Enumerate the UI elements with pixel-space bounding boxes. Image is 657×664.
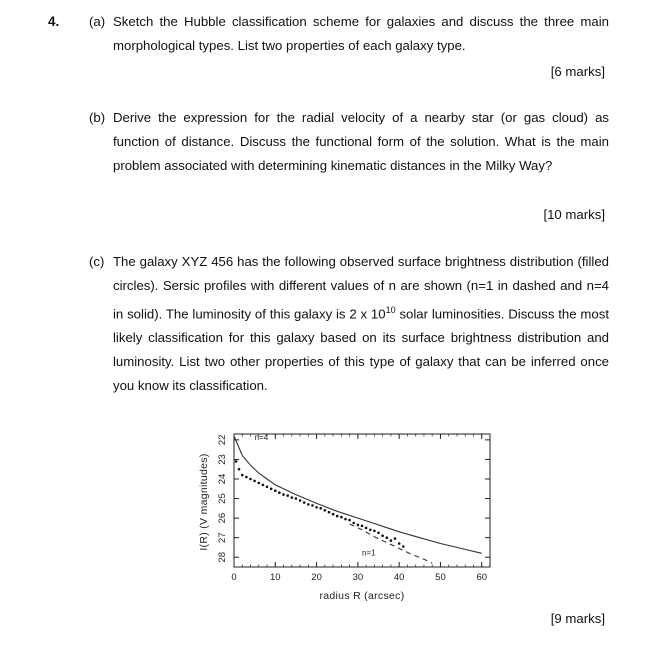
y-ticks bbox=[217, 432, 490, 563]
data-point bbox=[303, 501, 306, 504]
series-line-n-4 bbox=[234, 436, 482, 553]
data-point bbox=[332, 513, 335, 516]
y-tick-label: 23 bbox=[217, 454, 228, 465]
part-a-label: (a) bbox=[89, 14, 106, 29]
part-b-marks: [10 marks] bbox=[543, 207, 605, 222]
annotation-label: n=1 bbox=[362, 548, 376, 558]
data-point bbox=[241, 474, 244, 477]
data-point bbox=[282, 493, 285, 496]
x-tick-label: 20 bbox=[311, 572, 322, 583]
surface-brightness-chart bbox=[190, 424, 510, 609]
part-b-label: (b) bbox=[89, 110, 106, 125]
surface-brightness-figure bbox=[190, 424, 510, 609]
data-point bbox=[286, 494, 289, 497]
x-tick-label: 30 bbox=[352, 572, 364, 583]
question-number: 4. bbox=[48, 14, 60, 29]
data-point bbox=[315, 506, 318, 509]
x-tick-label: 50 bbox=[435, 572, 446, 583]
data-point bbox=[324, 509, 327, 512]
observed-points bbox=[235, 460, 405, 548]
part-c-text bbox=[113, 250, 609, 398]
part-a bbox=[89, 10, 609, 58]
data-point bbox=[307, 503, 310, 506]
data-point bbox=[361, 525, 364, 528]
data-point bbox=[344, 518, 347, 521]
x-tick-label: 60 bbox=[476, 572, 488, 583]
data-point bbox=[398, 542, 401, 545]
data-point bbox=[336, 515, 339, 518]
part-c-exponent: 10 bbox=[385, 305, 396, 315]
data-point bbox=[311, 504, 314, 507]
data-point bbox=[348, 519, 351, 522]
plot-frame bbox=[234, 434, 490, 567]
data-point bbox=[253, 480, 256, 483]
data-point bbox=[373, 530, 376, 533]
part-c-text-before: The galaxy XYZ 456 has the following observed surface brightness distribution (filled circles). Sersic profiles with different values of n are shown (n=1 in dashed and n=4 in solid). The luminosity of this galaxy is 2 x 10 bbox=[113, 254, 609, 322]
data-point bbox=[381, 534, 384, 537]
data-point bbox=[270, 488, 273, 491]
x-tick-label: 40 bbox=[393, 572, 405, 583]
model-curves bbox=[234, 436, 482, 563]
y-tick-label: 25 bbox=[217, 493, 228, 504]
data-point bbox=[340, 516, 343, 519]
data-point bbox=[369, 529, 372, 532]
x-tick-label: 0 bbox=[231, 572, 237, 583]
data-point bbox=[390, 539, 393, 542]
data-point bbox=[295, 497, 298, 500]
part-c-text-after: solar luminosities. Discuss the most likely classification for this galaxy based on its surface brightness distribution and luminosity. List two other properties of this type of galaxy that can be inferred once you know its classification. bbox=[113, 306, 609, 394]
data-point bbox=[386, 536, 389, 539]
data-point bbox=[258, 482, 261, 485]
y-tick-label: 26 bbox=[217, 512, 228, 524]
data-point bbox=[262, 484, 265, 487]
data-point bbox=[266, 486, 269, 489]
y-tick-label: 27 bbox=[217, 532, 228, 543]
data-point bbox=[291, 496, 294, 499]
data-point bbox=[328, 511, 331, 514]
annotation-label: n=4 bbox=[254, 432, 269, 442]
data-point bbox=[377, 532, 380, 535]
data-point bbox=[274, 489, 277, 492]
data-point bbox=[352, 522, 355, 525]
data-point bbox=[394, 537, 397, 540]
data-point bbox=[278, 491, 281, 494]
part-b bbox=[89, 106, 609, 178]
part-c-label: (c) bbox=[89, 254, 105, 269]
y-tick-label: 28 bbox=[217, 551, 228, 563]
chart-annotations bbox=[255, 433, 377, 557]
data-point bbox=[235, 460, 238, 463]
data-point bbox=[402, 545, 405, 548]
part-c bbox=[89, 250, 609, 398]
x-tick-label: 10 bbox=[270, 572, 281, 583]
data-point bbox=[245, 476, 248, 479]
y-axis-title: I(R) (V magnitudes) bbox=[198, 453, 210, 551]
part-a-text: Sketch the Hubble classification scheme for galaxies and discuss the three main morphological types. List two properties of each galaxy type. bbox=[113, 14, 609, 53]
y-tick-label: 24 bbox=[217, 473, 228, 485]
part-b-text: Derive the expression for the radial velocity of a nearby star (or gas cloud) as function of distance. Discuss the functional form of the solution. What is the main problem associated with determining kinematic distances in the Milky Way? bbox=[113, 110, 609, 173]
data-point bbox=[249, 478, 252, 481]
data-point bbox=[299, 499, 302, 502]
data-point bbox=[238, 468, 241, 471]
part-a-marks: [6 marks] bbox=[550, 64, 605, 79]
x-ticks bbox=[231, 434, 487, 583]
data-point bbox=[319, 507, 322, 510]
part-c-marks: [9 marks] bbox=[550, 611, 605, 626]
data-point bbox=[365, 527, 368, 530]
y-tick-label: 22 bbox=[217, 434, 228, 446]
x-axis-title: radius R (arcsec) bbox=[319, 590, 405, 602]
data-point bbox=[357, 524, 360, 527]
